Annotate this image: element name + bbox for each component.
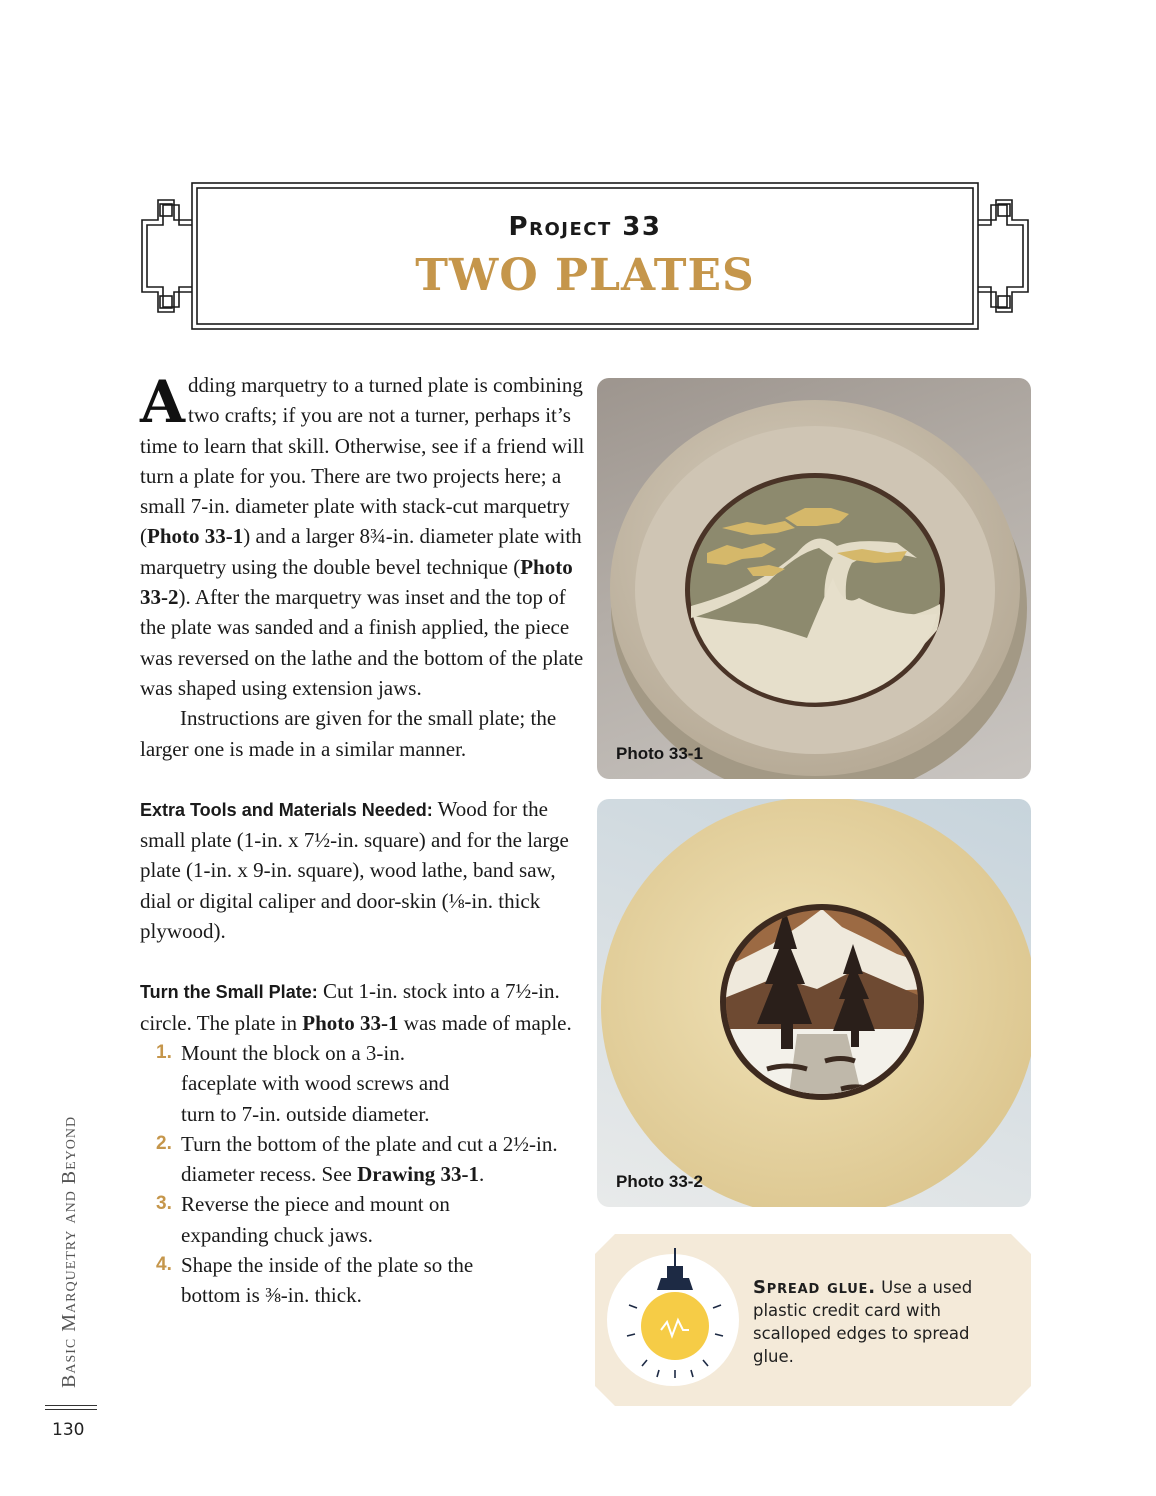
turn-text-a: Cut 1-in. stock into a 7½-in. circle. The plate in <box>140 979 560 1035</box>
tip-box <box>595 1234 1031 1406</box>
intro-paragraph-2: Instructions are given for the small plate; the larger one is made in a similar manner. <box>140 706 557 761</box>
page-number: 130 <box>52 1420 85 1440</box>
turn-paragraph <box>140 976 585 1038</box>
step-text: Turn the bottom of the plate and cut a 2½-in. diameter recess. See <box>181 1131 558 1187</box>
step-text-end: . <box>479 1162 485 1187</box>
photo-33-1 <box>597 378 1031 779</box>
list-item <box>140 1189 461 1250</box>
step-text: Mount the block on a 3-in. faceplate with wood screws and turn to 7-in. outside diameter. <box>181 1040 450 1126</box>
folio-rule <box>45 1405 97 1410</box>
intro-text-3: ). After the marquetry was inset and the top of the plate was sanded and a finish applied, the piece was reversed on the lathe and the bottom of the plate was shaped using extension jaws. <box>140 585 584 700</box>
turn-text-b: was made of maple. <box>398 1010 572 1035</box>
drop-cap: A <box>140 368 186 436</box>
photo-33-2 <box>597 799 1031 1207</box>
plate-image-mountain <box>597 799 1031 1207</box>
photo-reference: Photo 33-1 <box>302 1010 399 1035</box>
photo-reference: Photo 33-1 <box>147 524 244 549</box>
list-item <box>140 1129 585 1190</box>
project-label: Project 33 <box>508 212 662 242</box>
intro-paragraph <box>140 370 585 703</box>
materials-paragraph <box>140 794 585 946</box>
running-head: Basic Marquetry and Beyond <box>58 1115 80 1388</box>
tip-body: Use a used plastic credit card with scalloped edges to spread glue. <box>753 1278 973 1366</box>
step-number: 3. <box>156 1193 172 1215</box>
project-title: TWO PLATES <box>415 250 755 301</box>
drawing-reference: Drawing 33-1 <box>357 1162 480 1187</box>
photo-caption: Photo 33-1 <box>616 744 703 763</box>
step-number: 2. <box>156 1132 172 1154</box>
intro-text-1: dding marquetry to a turned plate is combining two crafts; if you are not a turner, perhaps it’s time to learn that skill. Otherwise, see if a friend will turn a plate for you. There are two projects here; a small 7-in. diameter plate with stack-cut marquetry ( <box>140 373 585 549</box>
step-text: Reverse the piece and mount on expanding chuck jaws. <box>181 1192 450 1247</box>
body-column <box>140 370 585 1311</box>
turn-lead-in: Turn the Small Plate: <box>140 982 318 1003</box>
tip-text <box>753 1276 1003 1368</box>
materials-text: Wood for the small plate (1-in. x 7½-in. square) and for the large plate (1-in. x 9-in. square), wood lathe, band saw, dial or digital caliper and door-skin (⅛-in. thick plywood). <box>140 796 569 944</box>
title-frame <box>138 180 1032 332</box>
intro-text-2: ) and a larger 8¾-in. diameter plate with marquetry using the double bevel technique ( <box>140 524 582 579</box>
tip-heading: Spread glue. <box>753 1277 876 1298</box>
photo-caption: Photo 33-2 <box>616 1172 703 1191</box>
plate-image-tree <box>597 378 1031 779</box>
step-number: 1. <box>156 1041 172 1063</box>
step-number: 4. <box>156 1254 172 1276</box>
list-item <box>140 1250 481 1311</box>
step-text: Shape the inside of the plate so the bottom is ⅜-in. thick. <box>181 1253 474 1308</box>
list-item <box>140 1038 481 1129</box>
materials-lead-in: Extra Tools and Materials Needed: <box>140 799 433 820</box>
steps-list <box>140 1038 585 1311</box>
photo-reference: Photo 33-2 <box>140 554 573 610</box>
